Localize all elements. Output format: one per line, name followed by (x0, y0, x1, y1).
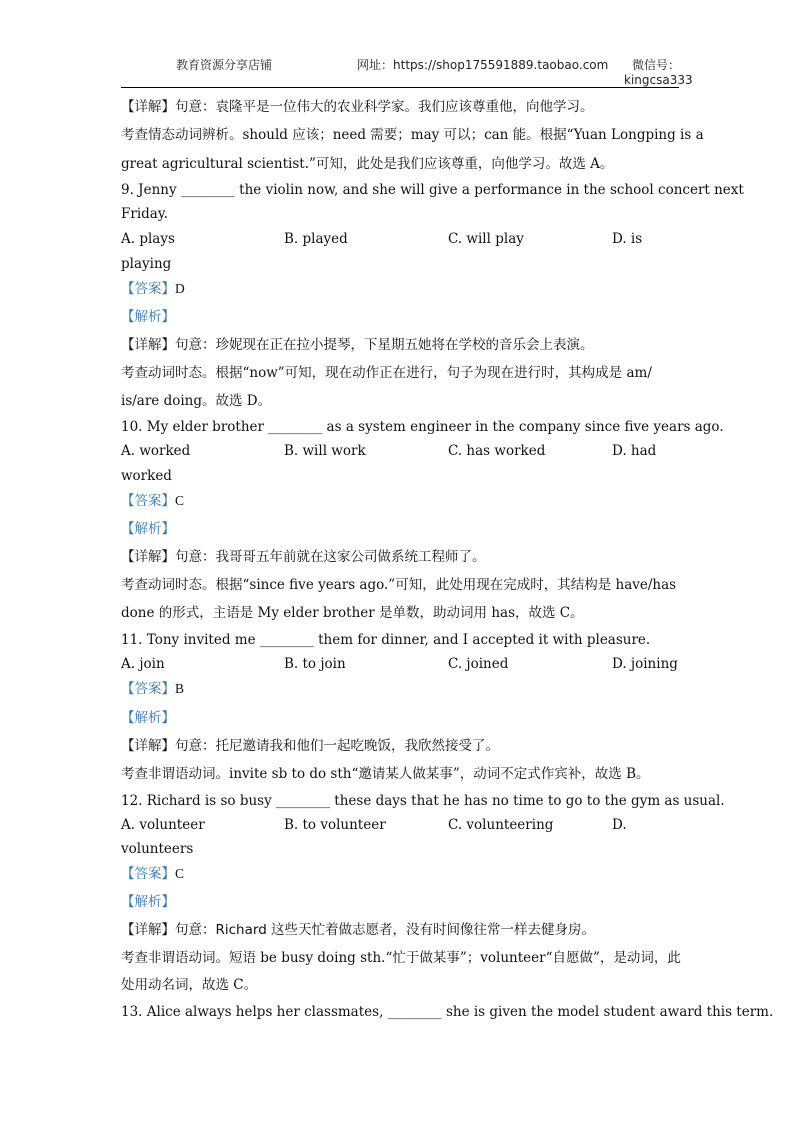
q11-analysis-label: 【解析】 (121, 710, 175, 726)
q11-option-b: B. to join (284, 656, 346, 672)
q8-explanation-line2: great agricultural scientist.”可知，此处是我们应该尊重，向他学习。故选 A。 (121, 156, 614, 172)
q10-option-c: C. has worked (448, 443, 546, 459)
q12-option-a: A. volunteer (121, 817, 205, 833)
q9-stem-line1: 9. Jenny ________ the violin now, and she will give a performance in the school concert next (121, 182, 744, 198)
q9-analysis-label: 【解析】 (121, 309, 175, 325)
q9-option-a: A. plays (121, 231, 175, 247)
q10-option-d: D. had (612, 443, 657, 459)
header-url-label: 网址： (357, 58, 394, 72)
q12-detail: 【详解】句意：Richard 这些天忙着做志愿者，没有时间像往常一样去健身房。 (121, 922, 596, 938)
q11-option-c: C. joined (448, 656, 509, 672)
q8-explanation-line1: 考查情态动词辨析。should 应该；need 需要；may 可以；can 能。根据“Yuan Longping is a (121, 127, 704, 143)
q12-answer-label: 【答案】 (121, 866, 175, 882)
header-url[interactable] (357, 56, 608, 73)
q12-explanation-line1: 考查非谓语动词。短语 be busy doing sth.“忙于做某事”；volunteer“自愿做”，是动词，此 (121, 950, 681, 966)
q9-explanation-line2: is/are doing。故选 D。 (121, 393, 272, 409)
q11-answer-label: 【答案】 (121, 681, 175, 697)
q11-detail: 【详解】句意：托尼邀请我和他们一起吃晚饭，我欣然接受了。 (121, 738, 499, 754)
q9-option-b: B. played (284, 231, 348, 247)
q9-option-d: D. is (612, 231, 643, 247)
q12-option-c: C. volunteering (448, 817, 554, 833)
q10-option-a: A. worked (121, 443, 191, 459)
q10-answer-label: 【答案】 (121, 493, 175, 509)
q12-analysis-label: 【解析】 (121, 894, 175, 910)
q11-stem-line1: 11. Tony invited me ________ them for dinner, and I accepted it with pleasure. (121, 632, 651, 648)
q9-answer-label: 【答案】 (121, 281, 175, 297)
q10-answer-value: C (175, 493, 185, 508)
q10-answer (121, 492, 184, 510)
q10-detail: 【详解】句意：我哥哥五年前就在这家公司做系统工程师了。 (121, 549, 486, 565)
q11-option-a: A. join (121, 656, 165, 672)
q9-option-c: C. will play (448, 231, 524, 247)
q10-explanation-line1: 考查动词时态。根据“since five years ago.”可知，此处用现在完成时，其结构是 have/has (121, 577, 677, 593)
q12-option-b: B. to volunteer (284, 817, 386, 833)
q9-option-d-cont: playing (121, 256, 172, 272)
q13-stem-line1: 13. Alice always helps her classmates, ________ she is given the model student award this term. (121, 1004, 774, 1020)
q11-answer (121, 680, 184, 698)
q12-answer (121, 865, 184, 883)
q9-detail: 【详解】句意：珍妮现在正在拉小提琴，下星期五她将在学校的音乐会上表演。 (121, 337, 594, 353)
header-shop-name: 教育资源分享店铺 (176, 58, 273, 72)
header-wechat-label: 微信号： (632, 58, 681, 72)
q12-stem-line1: 12. Richard is so busy ________ these days that he has no time to go to the gym as usual. (121, 793, 725, 809)
q9-explanation-line1: 考查动词时态。根据“now”可知，现在动作正在进行，句子为现在进行时，其构成是 am/ (121, 365, 652, 381)
q10-stem-line1: 10. My elder brother ________ as a system engineer in the company since five years ago. (121, 419, 724, 435)
q11-explanation-line1: 考查非谓语动词。invite sb to do sth“邀请某人做某事”，动词不定式作宾补，故选 B。 (121, 766, 650, 782)
q12-answer-value: C (175, 866, 185, 881)
q10-explanation-line2: done 的形式，主语是 My elder brother 是单数，助动词用 has，故选 C。 (121, 605, 584, 621)
header-wechat-id: kingcsa333 (624, 73, 693, 87)
q12-option-d-cont: volunteers (121, 841, 194, 857)
header-url-value[interactable]: https://shop175591889.taobao.com (393, 58, 609, 72)
q12-explanation-line2: 处用动名词，故选 C。 (121, 977, 258, 993)
header-rule (121, 87, 679, 88)
q8-detail: 【详解】句意：袁隆平是一位伟大的农业科学家。我们应该尊重他，向他学习。 (121, 99, 594, 115)
q11-answer-value: B (175, 681, 185, 696)
q12-option-d: D. (612, 817, 627, 833)
q9-answer-value: D (175, 281, 185, 296)
q10-option-d-cont: worked (121, 468, 172, 484)
q9-answer (121, 280, 185, 298)
q9-stem-line2: Friday. (121, 206, 168, 222)
q10-analysis-label: 【解析】 (121, 521, 175, 537)
q10-option-b: B. will work (284, 443, 366, 459)
q11-option-d: D. joining (612, 656, 678, 672)
